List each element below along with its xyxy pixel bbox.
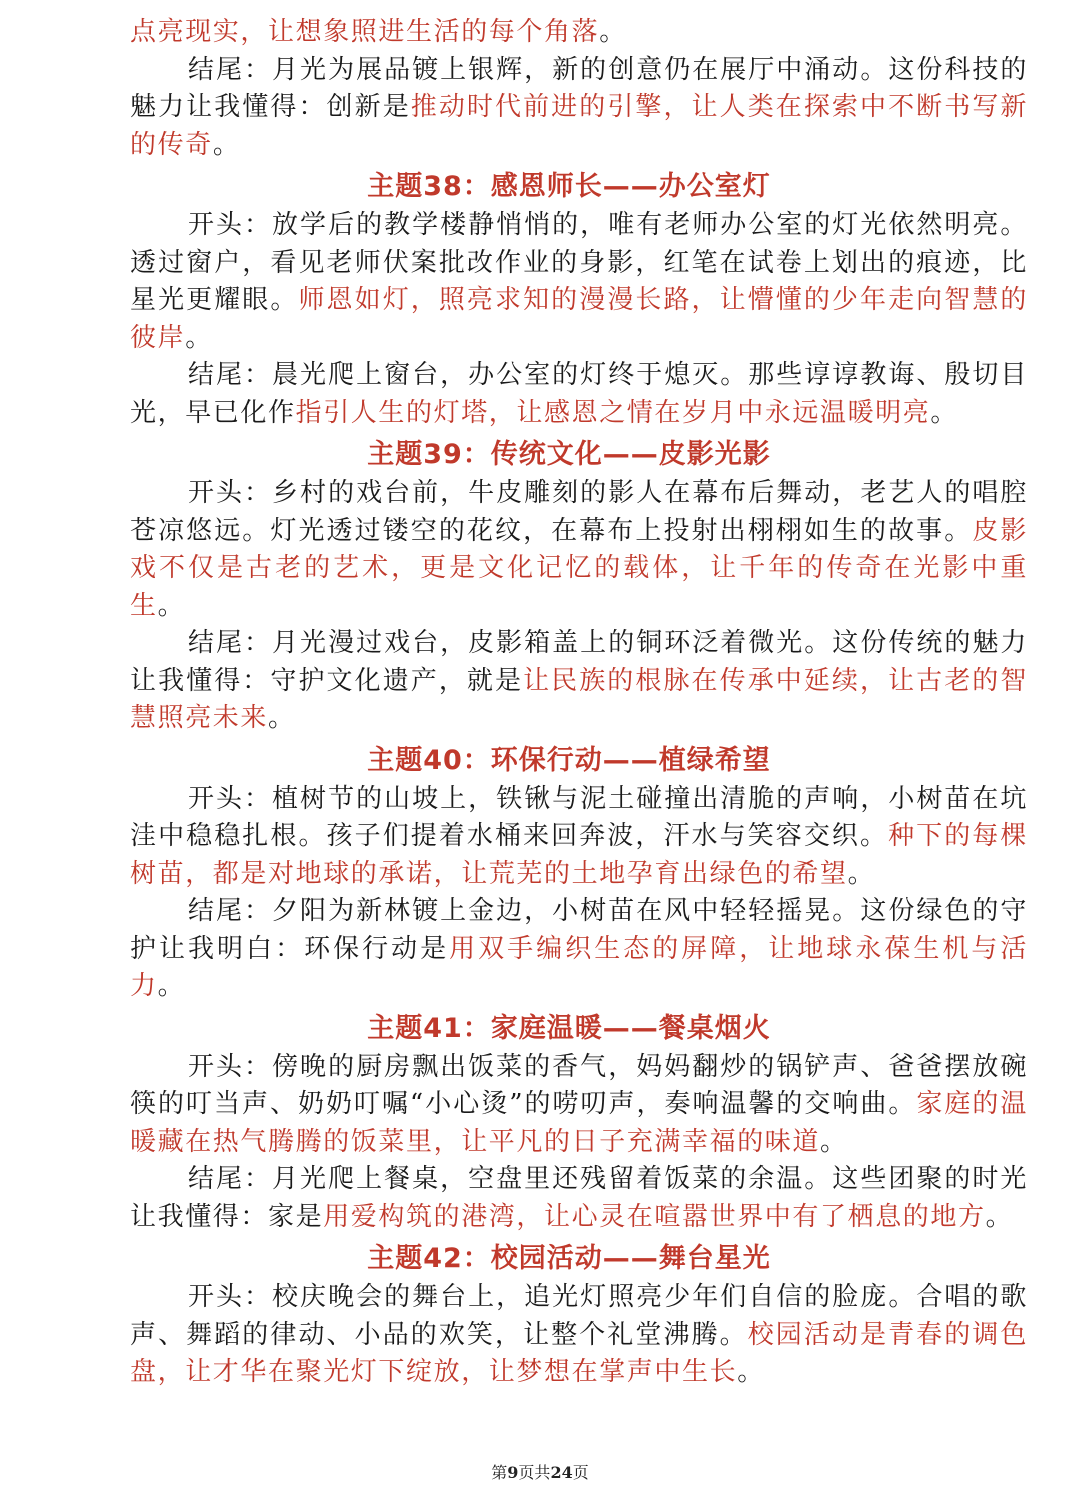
highlighted-text: 点亮现实，让想象照进生活的每个角落 [130, 17, 600, 47]
section-heading: 主题40：环保行动——植绿希望 [367, 744, 771, 776]
body-text: 开头：校庆晚会的舞台上，追光灯照亮少年们自信的脸庞。合唱的歌声、舞蹈的律动、小品的欢笑，让整个礼堂沸腾。 [130, 1282, 1028, 1350]
footer-prefix: 第 [491, 1463, 508, 1482]
paragraph [130, 893, 1028, 1006]
body-text: 。 [930, 397, 959, 428]
paragraph [130, 625, 1028, 738]
body-text: 。 [157, 971, 186, 1001]
highlighted-text: 师恩如灯，照亮求知的漫漫长路，让懵懂的少年走向智慧的彼岸 [130, 285, 1028, 353]
paragraph [130, 1049, 1028, 1162]
highlighted-text: 让民族的根脉在传承中延续，让古老的智慧照亮未来 [130, 665, 1028, 733]
footer-total-pages: 24 [550, 1463, 573, 1482]
section-heading: 主题38：感恩师长——办公室灯 [367, 171, 771, 202]
highlighted-text: 校园活动是青春的调色盘，让才华在聚光灯下绽放，让梦想在掌声中生长 [130, 1319, 1028, 1387]
body-text: 结尾：晨光爬上窗台，办公室的灯终于熄灭。那些谆谆教诲、殷切目光，早已化作 [130, 360, 1028, 428]
footer-middle: 页共 [518, 1463, 551, 1482]
body-text: 。 [268, 703, 296, 733]
highlighted-text: 皮影戏不仅是古老的艺术，更是文化记忆的载体，让千年的传奇在光影中重生 [130, 515, 1028, 621]
page-footer [0, 1460, 1080, 1483]
paragraph [130, 14, 1028, 52]
paragraph [130, 52, 1028, 165]
highlighted-text: 种下的每棵树苗，都是对地球的承诺，让荒芜的土地孕育出绿色的希望 [130, 821, 1028, 889]
body-text: 。 [599, 17, 627, 47]
document-body [130, 14, 1028, 1392]
paragraph [130, 207, 1028, 357]
body-text: 开头：傍晚的厨房飘出饭菜的香气，妈妈翻炒的锅铲声、爸爸摆放碗筷的叮当声、奶奶叮嘱“小心烫”的唠叨声，奏响温馨的交响曲。 [130, 1051, 1028, 1119]
highlighted-text: 指引人生的灯塔，让感恩之情在岁月中永远温暖明亮 [295, 397, 931, 428]
body-text: 。 [185, 322, 213, 353]
body-text: 。 [737, 1357, 765, 1387]
footer-suffix: 页 [572, 1463, 589, 1482]
highlighted-text: 用双手编织生态的屏障，让地球永葆生机与活力 [130, 933, 1028, 1001]
highlighted-text: 家庭的温暖藏在热气腾腾的饭菜里，让平凡的日子充满幸福的味道 [130, 1089, 1028, 1157]
body-text: 。 [212, 129, 241, 160]
section-heading: 主题41：家庭温暖——餐桌烟火 [367, 1012, 771, 1044]
section-heading: 主题42：校园活动——舞台星光 [367, 1243, 771, 1274]
body-text: 开头：放学后的教学楼静悄悄的，唯有老师办公室的灯光依然明亮。透过窗户，看见老师伏案批改作业的身影，红笔在试卷上划出的痕迹，比星光更耀眼。 [130, 210, 1028, 315]
body-text: 。 [820, 1126, 848, 1157]
footer-page-number: 9 [507, 1463, 519, 1482]
paragraph [130, 781, 1028, 894]
paragraph [130, 357, 1028, 432]
body-text: 开头：植树节的山坡上，铁锹与泥土碰撞出清脆的声响，小树苗在坑洼中稳稳扎根。孩子们提着水桶来回奔波，汗水与笑容交织。 [130, 783, 1028, 851]
paragraph [130, 1279, 1028, 1392]
section-heading: 主题39：传统文化——皮影光影 [367, 439, 771, 470]
highlighted-text: 推动时代前进的引擎，让人类在探索中不断书写新的传奇 [130, 92, 1028, 160]
body-text: 结尾：夕阳为新林镀上金边，小树苗在风中轻轻摇晃。这份绿色的守护让我明白：环保行动是 [130, 896, 1028, 964]
paragraph [130, 1161, 1028, 1236]
body-text: 。 [157, 590, 186, 621]
body-text: 结尾：月光爬上餐桌，空盘里还残留着饭菜的余温。这些团聚的时光让我懂得：家是 [130, 1164, 1028, 1232]
body-text: 。 [985, 1201, 1014, 1232]
body-text: 开头：乡村的戏台前，牛皮雕刻的影人在幕布后舞动，老艺人的唱腔苍凉悠远。灯光透过镂空的花纹，在幕布上投射出栩栩如生的故事。 [130, 478, 1028, 546]
paragraph [130, 475, 1028, 625]
body-text: 结尾：月光为展品镀上银辉，新的创意仍在展厅中涌动。这份科技的魅力让我懂得：创新是 [130, 54, 1028, 122]
body-text: 结尾：月光漫过戏台，皮影箱盖上的铜环泛着微光。这份传统的魅力让我懂得：守护文化遗产，就是 [130, 628, 1028, 696]
highlighted-text: 用爱构筑的港湾，让心灵在喧嚣世界中有了栖息的地方 [323, 1201, 986, 1232]
body-text: 。 [847, 858, 876, 889]
